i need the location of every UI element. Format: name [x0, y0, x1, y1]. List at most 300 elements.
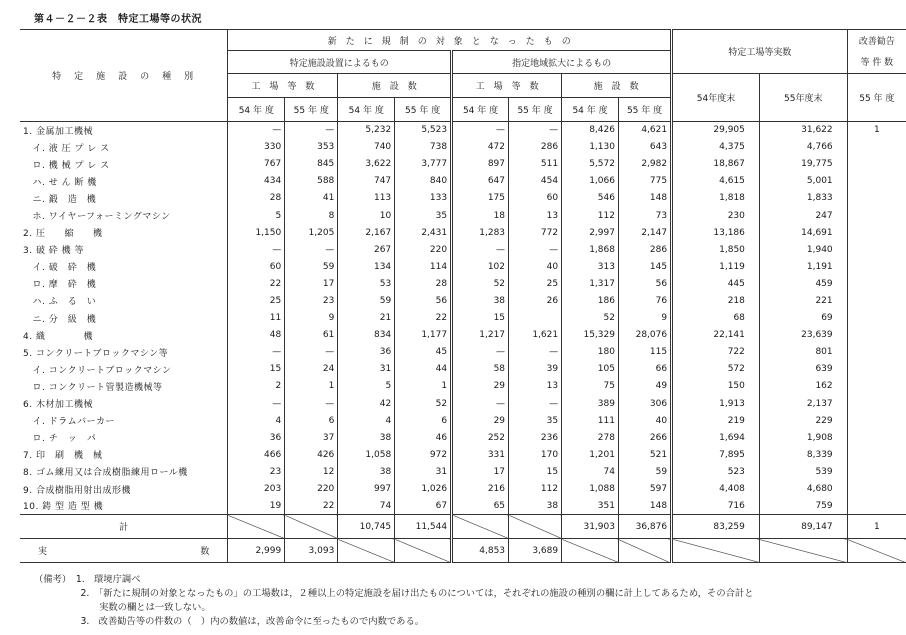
total-cell: 31,903 [562, 515, 619, 539]
row-label: 3. 破 砕 機 等 [20, 241, 228, 258]
table-cell: 1,150 [228, 224, 285, 241]
table-cell: 37 [285, 429, 338, 446]
table-cell: 2,997 [562, 224, 619, 241]
table-cell: 61 [285, 327, 338, 344]
table-cell: 15 [509, 463, 562, 480]
table-cell: 722 [672, 344, 760, 361]
y55-improvement-header: 55 年 度 [847, 74, 906, 122]
row-label: ホ. ワイヤーフォーミングマシン [20, 207, 228, 224]
table-cell: 434 [228, 173, 285, 190]
table-cell: 738 [395, 139, 452, 156]
table-cell: 133 [395, 190, 452, 207]
table-cell: 2,982 [618, 156, 671, 173]
table-row [20, 429, 906, 446]
table-cell: 3,622 [338, 156, 395, 173]
specific-factory-total-header: 特定工場等実数 [672, 30, 848, 74]
table-cell: 286 [509, 139, 562, 156]
table-cell: 1,205 [285, 224, 338, 241]
actual-cell [672, 539, 760, 563]
table-cell: 572 [672, 361, 760, 378]
table-cell: 5,572 [562, 156, 619, 173]
table-cell: 647 [452, 173, 509, 190]
table-cell: 1 [395, 378, 452, 395]
row-label: 6. 木材加工機械 [20, 395, 228, 412]
table-cell: 523 [672, 463, 760, 480]
table-cell: 1,694 [672, 429, 760, 446]
table-cell: 203 [228, 480, 285, 497]
table-cell: 60 [228, 258, 285, 275]
row-label: ハ. ふ る い [20, 292, 228, 309]
year-header: 54 年 度 [562, 98, 619, 122]
table-cell: 58 [452, 361, 509, 378]
note-line: 2. 「新たに規制の対象となったもの」の工場数は，２種以上の特定施設を届け出たものについては，それぞれの施設の種別の欄に計上してあるため，その合計と [34, 588, 754, 599]
table-cell: 67 [395, 498, 452, 515]
actual-label [20, 539, 228, 563]
table-cell: 59 [618, 463, 671, 480]
table-cell: 1,621 [509, 327, 562, 344]
table-cell: 4,408 [672, 480, 760, 497]
table-cell: — [285, 122, 338, 139]
table-cell: 15 [452, 310, 509, 327]
table-cell: 13,186 [672, 224, 760, 241]
table-cell: 834 [338, 327, 395, 344]
notes [34, 573, 754, 629]
table-cell: 1,130 [562, 139, 619, 156]
table-cell: 15 [228, 361, 285, 378]
total-cell: 11,544 [395, 515, 452, 539]
table-cell [847, 275, 906, 292]
table-cell: 6 [285, 412, 338, 429]
table-cell: 102 [452, 258, 509, 275]
table-row [20, 463, 906, 480]
table-cell: 5 [338, 378, 395, 395]
table-cell: 69 [759, 310, 847, 327]
table-cell: — [452, 241, 509, 258]
table-cell: 29 [452, 378, 509, 395]
table-cell [847, 258, 906, 275]
row-label: 5. コンクリートブロックマシン等 [20, 344, 228, 361]
actual-cell [847, 539, 906, 563]
total-label: 計 [20, 515, 228, 539]
table-cell: 42 [338, 395, 395, 412]
table-cell: 21 [338, 310, 395, 327]
improvement-header-2: 等 件 数 [860, 58, 894, 69]
table-cell: 45 [395, 344, 452, 361]
table-cell: 1,217 [452, 327, 509, 344]
y55-end-header: 55年度末 [759, 74, 847, 122]
table-cell: 19,775 [759, 156, 847, 173]
actual-cell [562, 539, 619, 563]
table-cell: 1,833 [759, 190, 847, 207]
table-cell: 9 [285, 310, 338, 327]
table-cell: 73 [618, 207, 671, 224]
table-cell: 38 [509, 498, 562, 515]
table-cell: — [452, 344, 509, 361]
table-cell: 46 [395, 429, 452, 446]
table-cell: 22 [228, 275, 285, 292]
table-cell [847, 224, 906, 241]
table-cell: 13 [509, 378, 562, 395]
table-cell: — [452, 122, 509, 139]
table-title: 第４－２－２表 特定工場等の状況 [34, 14, 202, 25]
table-cell [847, 498, 906, 515]
table-cell: 22 [395, 310, 452, 327]
table-cell: 28 [395, 275, 452, 292]
table-row [20, 361, 906, 378]
table-cell: 2,431 [395, 224, 452, 241]
year-header: 55 年 度 [618, 98, 671, 122]
table-cell [847, 480, 906, 497]
type-header: 特 定 施 設 の 種 別 [20, 30, 228, 122]
row-label: ロ. 摩 砕 機 [20, 275, 228, 292]
table-cell: 38 [338, 429, 395, 446]
table-cell: 115 [618, 344, 671, 361]
actual-cell [395, 539, 452, 563]
table-cell: 1,088 [562, 480, 619, 497]
table-cell: 511 [509, 156, 562, 173]
table-cell: 19 [228, 498, 285, 515]
table-row [20, 480, 906, 497]
year-header: 55 年 度 [395, 98, 452, 122]
actual-label-right: 数 [200, 547, 210, 558]
facility-count-header-1: 施 設 数 [338, 74, 452, 98]
table-cell: 148 [618, 190, 671, 207]
specific-factory-table [20, 29, 906, 563]
table-cell: 31 [338, 361, 395, 378]
table-cell: 4,615 [672, 173, 760, 190]
actual-row [20, 539, 906, 563]
table-row [20, 224, 906, 241]
table-cell: 1,191 [759, 258, 847, 275]
by-area-expansion-header: 指定地域拡大によるもの [452, 51, 672, 74]
table-cell: 31,622 [759, 122, 847, 139]
row-label: 10. 鋳 型 造 型 機 [20, 498, 228, 515]
table-cell: 59 [285, 258, 338, 275]
table-cell: 112 [562, 207, 619, 224]
table-row [20, 378, 906, 395]
table-cell: 25 [228, 292, 285, 309]
table-cell: 4,621 [618, 122, 671, 139]
year-header: 55 年 度 [285, 98, 338, 122]
table-cell [847, 446, 906, 463]
table-cell: 759 [759, 498, 847, 515]
table-cell: 252 [452, 429, 509, 446]
row-label: ロ. 機 械 プ レ ス [20, 156, 228, 173]
total-cell [509, 515, 562, 539]
row-label: イ. コンクリートブロックマシン [20, 361, 228, 378]
year-header: 54 年 度 [452, 98, 509, 122]
table-cell: 8 [285, 207, 338, 224]
table-cell: 389 [562, 395, 619, 412]
table-cell: 1,026 [395, 480, 452, 497]
improvement-header-1: 改善勧告 [847, 30, 906, 51]
table-cell: 997 [338, 480, 395, 497]
table-cell: 2,147 [618, 224, 671, 241]
note-line: 実数の欄とは一致しない。 [34, 602, 211, 613]
table-cell: 186 [562, 292, 619, 309]
table-cell: 588 [285, 173, 338, 190]
row-label: イ. 破 砕 機 [20, 258, 228, 275]
table-cell [847, 463, 906, 480]
table-cell: 229 [759, 412, 847, 429]
table-cell: 643 [618, 139, 671, 156]
table-cell: 41 [285, 190, 338, 207]
table-cell: — [228, 241, 285, 258]
table-cell: 170 [509, 446, 562, 463]
y54-end-header: 54年度末 [672, 74, 760, 122]
table-cell: 216 [452, 480, 509, 497]
table-cell: 5,001 [759, 173, 847, 190]
table-cell: 66 [618, 361, 671, 378]
total-cell: 83,259 [672, 515, 760, 539]
facility-count-header-2: 施 設 数 [562, 74, 672, 98]
table-cell [847, 361, 906, 378]
table-cell: 18 [452, 207, 509, 224]
table-cell: 1,868 [562, 241, 619, 258]
table-cell: 247 [759, 207, 847, 224]
table-cell: 48 [228, 327, 285, 344]
table-cell: 313 [562, 258, 619, 275]
table-cell: 5,523 [395, 122, 452, 139]
table-cell: 1,818 [672, 190, 760, 207]
table-cell: 53 [338, 275, 395, 292]
table-cell: 5 [228, 207, 285, 224]
table-cell: 220 [395, 241, 452, 258]
table-cell: 4 [338, 412, 395, 429]
table-cell: — [228, 395, 285, 412]
year-header: 54 年 度 [338, 98, 395, 122]
total-cell: 10,745 [338, 515, 395, 539]
row-label: ロ. チ ッ パ [20, 429, 228, 446]
total-cell [285, 515, 338, 539]
table-cell: 331 [452, 446, 509, 463]
table-cell: 2 [228, 378, 285, 395]
table-cell: 459 [759, 275, 847, 292]
table-cell: 68 [672, 310, 760, 327]
table-cell: 162 [759, 378, 847, 395]
table-cell: 59 [338, 292, 395, 309]
total-cell: 36,876 [618, 515, 671, 539]
table-cell [847, 190, 906, 207]
table-cell: 4,375 [672, 139, 760, 156]
table-cell: 353 [285, 139, 338, 156]
row-label: ハ. せ ん 断 機 [20, 173, 228, 190]
new-regulated-header: 新 た に 規 制 の 対 象 と な っ た も の [228, 30, 672, 51]
table-cell: 767 [228, 156, 285, 173]
table-row [20, 344, 906, 361]
table-cell: 35 [509, 412, 562, 429]
table-cell: — [509, 344, 562, 361]
actual-cell: 3,689 [509, 539, 562, 563]
table-cell: 23 [228, 463, 285, 480]
table-cell [847, 156, 906, 173]
table-cell: 266 [618, 429, 671, 446]
table-cell: 539 [759, 463, 847, 480]
table-cell: 221 [759, 292, 847, 309]
table-cell: 772 [509, 224, 562, 241]
row-label: 8. ゴム練用又は合成樹脂練用ロール機 [20, 463, 228, 480]
table-cell: 2,167 [338, 224, 395, 241]
table-cell: 180 [562, 344, 619, 361]
table-cell: — [228, 344, 285, 361]
table-row [20, 241, 906, 258]
table-cell: 1,908 [759, 429, 847, 446]
table-cell: 4,680 [759, 480, 847, 497]
table-cell: 11 [228, 310, 285, 327]
table-row [20, 275, 906, 292]
table-cell: 17 [452, 463, 509, 480]
actual-cell [759, 539, 847, 563]
table-cell: 236 [509, 429, 562, 446]
table-cell: 9 [618, 310, 671, 327]
row-label: ニ. 分 級 機 [20, 310, 228, 327]
table-cell [847, 412, 906, 429]
table-cell: 1,283 [452, 224, 509, 241]
table-cell: 40 [618, 412, 671, 429]
table-row [20, 139, 906, 156]
table-cell: 113 [338, 190, 395, 207]
table-cell: 74 [338, 498, 395, 515]
table-cell: 22,141 [672, 327, 760, 344]
table-cell: 145 [618, 258, 671, 275]
table-cell: 49 [618, 378, 671, 395]
table-cell: 52 [452, 275, 509, 292]
table-cell [847, 292, 906, 309]
table-cell: 29,905 [672, 122, 760, 139]
table-row [20, 292, 906, 309]
table-row [20, 207, 906, 224]
table-cell: 219 [672, 412, 760, 429]
row-label: ニ. 鍛 造 機 [20, 190, 228, 207]
table-cell: 267 [338, 241, 395, 258]
table-cell: — [509, 395, 562, 412]
table-cell: 747 [338, 173, 395, 190]
table-cell: 351 [562, 498, 619, 515]
table-cell: 6 [395, 412, 452, 429]
table-cell: 840 [395, 173, 452, 190]
table-cell: 4 [228, 412, 285, 429]
table-cell: 28,076 [618, 327, 671, 344]
table-cell: 286 [618, 241, 671, 258]
table-cell: 17 [285, 275, 338, 292]
table-cell: 15,329 [562, 327, 619, 344]
row-label: 1. 金属加工機械 [20, 122, 228, 139]
table-row [20, 446, 906, 463]
table-cell: 3,777 [395, 156, 452, 173]
table-cell: 1 [285, 378, 338, 395]
total-cell [228, 515, 285, 539]
table-cell: 26 [509, 292, 562, 309]
table-cell: 75 [562, 378, 619, 395]
actual-cell: 2,999 [228, 539, 285, 563]
table-cell: 23 [285, 292, 338, 309]
factory-count-header-1: 工 場 等 数 [228, 74, 338, 98]
table-cell: 28 [228, 190, 285, 207]
table-cell: 112 [509, 480, 562, 497]
table-cell: 454 [509, 173, 562, 190]
table-cell: 1,317 [562, 275, 619, 292]
table-cell: 56 [618, 275, 671, 292]
table-row [20, 258, 906, 275]
table-cell: 775 [618, 173, 671, 190]
table-cell [509, 310, 562, 327]
table-cell [847, 344, 906, 361]
table-cell: 801 [759, 344, 847, 361]
table-cell [847, 310, 906, 327]
table-row [20, 156, 906, 173]
table-cell: 74 [562, 463, 619, 480]
table-cell [847, 378, 906, 395]
row-label: イ. ドラムバーカー [20, 412, 228, 429]
table-cell: 13 [509, 207, 562, 224]
table-row [20, 395, 906, 412]
table-cell [847, 241, 906, 258]
table-cell: 52 [395, 395, 452, 412]
table-cell: 330 [228, 139, 285, 156]
table-cell: 38 [452, 292, 509, 309]
table-cell: 716 [672, 498, 760, 515]
table-cell: 39 [509, 361, 562, 378]
table-cell: 5,232 [338, 122, 395, 139]
row-label: 4. 織 機 [20, 327, 228, 344]
table-cell: — [509, 122, 562, 139]
table-cell: 31 [395, 463, 452, 480]
table-cell: 148 [618, 498, 671, 515]
year-header: 54 年 度 [228, 98, 285, 122]
table-cell [847, 429, 906, 446]
table-cell: 597 [618, 480, 671, 497]
table-cell: 36 [338, 344, 395, 361]
table-row [20, 173, 906, 190]
row-label: イ. 液 圧 プ レ ス [20, 139, 228, 156]
table-cell: 105 [562, 361, 619, 378]
table-cell: 1,940 [759, 241, 847, 258]
table-cell: 218 [672, 292, 760, 309]
table-cell: 521 [618, 446, 671, 463]
table-cell: 426 [285, 446, 338, 463]
table-cell: 466 [228, 446, 285, 463]
table-cell: 65 [452, 498, 509, 515]
actual-label-left: 実 [38, 547, 48, 558]
table-row [20, 498, 906, 515]
table-cell: — [285, 395, 338, 412]
table-cell: 4,766 [759, 139, 847, 156]
table-cell [847, 139, 906, 156]
table-cell: 740 [338, 139, 395, 156]
table-cell [847, 327, 906, 344]
table-cell: 8,426 [562, 122, 619, 139]
table-cell: 76 [618, 292, 671, 309]
note-line: 3. 改善勧告等の件数の（ ）内の数値は，改善命令に至ったもので内数である。 [34, 616, 425, 627]
table-cell: 1,201 [562, 446, 619, 463]
row-label: 2. 圧 縮 機 [20, 224, 228, 241]
table-row [20, 327, 906, 344]
table-cell: 22 [285, 498, 338, 515]
row-label: ロ. コンクリート管製造機械等 [20, 378, 228, 395]
table-cell: 7,895 [672, 446, 760, 463]
table-cell: — [509, 241, 562, 258]
year-header: 55 年 度 [509, 98, 562, 122]
table-cell: 40 [509, 258, 562, 275]
actual-cell: 4,853 [452, 539, 509, 563]
table-cell: 35 [395, 207, 452, 224]
table-cell: 1,066 [562, 173, 619, 190]
table-cell: 2,137 [759, 395, 847, 412]
actual-cell [338, 539, 395, 563]
actual-cell [618, 539, 671, 563]
table-cell: 36 [228, 429, 285, 446]
table-cell: — [285, 344, 338, 361]
